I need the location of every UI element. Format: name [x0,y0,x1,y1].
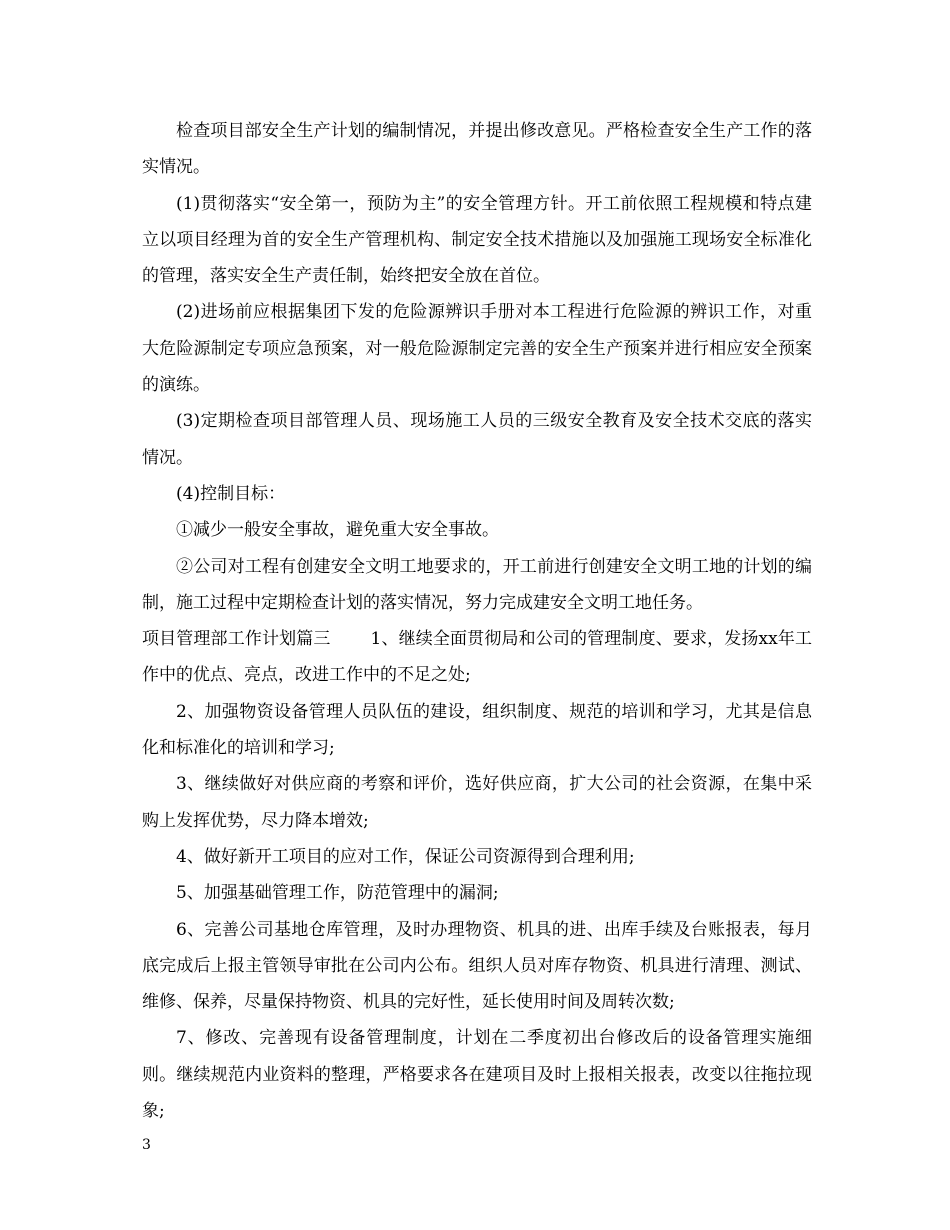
section-heading-paragraph [142,621,812,694]
list-item: 3、继续做好对供应商的考察和评价，选好供应商，扩大公司的社会资源，在集中采购上发挥优势，尽力降本增效; [142,774,812,831]
paragraph-item-2: (2)进场前应根据集团下发的危险源辨识手册对本工程进行危险源的辨识工作，对重大危险源制定专项应急预案，对一般危险源制定完善的安全生产预案并进行相应安全预案的演练。 [142,302,812,396]
section-heading: 项目管理部工作计划篇三 [142,629,331,650]
paragraph-goal-1: ①减少一般安全事故，避免重大安全事故。 [176,520,499,541]
list-item: 7、修改、完善现有设备管理制度，计划在二季度初出台修改后的设备管理实施细则。继续规范内业资料的整理，严格要求各在建项目及时上报相关报表，改变以往拖拉现象; [142,1028,812,1122]
paragraph-item-3: (3)定期检查项目部管理人员、现场施工人员的三级安全教育及安全技术交底的落实情况。 [142,411,812,468]
paragraph-intro: 检查项目部安全生产计划的编制情况，并提出修改意见。严格检查安全生产工作的落实情况。 [142,121,812,178]
page-number: 3 [142,1137,151,1153]
section-first-item: 1、继续全面贯彻局和公司的管理制度、要求，发扬xx年工作中的优点、亮点，改进工作中的不足之处; [142,629,812,686]
paragraph-goal-2: ②公司对工程有创建安全文明工地要求的，开工前进行创建安全文明工地的计划的编制，施工过程中定期检查计划的落实情况，努力完成建安全文明工地任务。 [142,556,812,613]
list-item: 2、加强物资设备管理人员队伍的建设，组织制度、规范的培训和学习，尤其是信息化和标准化的培训和学习; [142,701,812,759]
list-item: 6、完善公司基地仓库管理，及时办理物资、机具的进、出库手续及台账报表，每月底完成后上报主管领导审批在公司内公布。组织人员对库存物资、机具进行清理、测试、维修、保养，尽量保持物资、机具的完好性，延长使用时间及周转次数; [142,919,812,1013]
list-item: 5、加强基础管理工作，防范管理中的漏洞; [176,883,499,904]
paragraph-item-1: (1)贯彻落实“安全第一，预防为主”的安全管理方针。开工前依照工程规模和特点建立以项目经理为首的安全生产管理机构、制定安全技术措施以及加强施工现场安全标准化的管理，落实安全生产责任制，始终把安全放在首位。 [142,193,812,287]
list-item: 4、做好新开工项目的应对工作，保证公司资源得到合理利用; [176,846,635,867]
paragraph-item-4: (4)控制目标： [176,483,286,504]
document-body [142,113,812,1129]
